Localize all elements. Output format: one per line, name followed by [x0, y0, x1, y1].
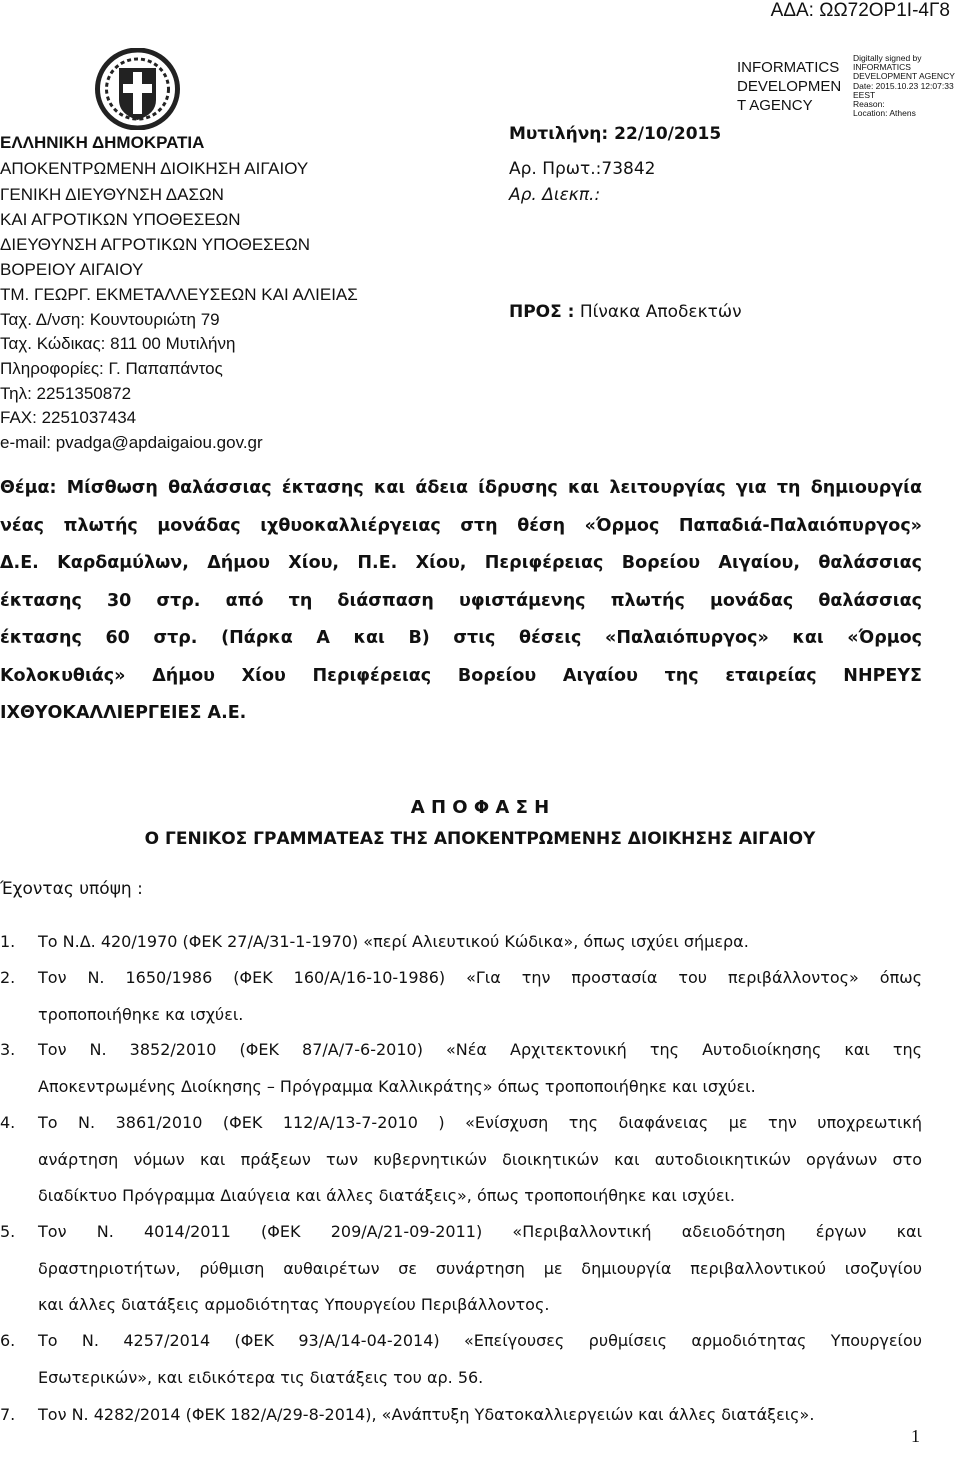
subject-line: Κολοκυθιάς» Δήμου Χίου Περιφέρειας Βορείου Αιγαίου της εταιρείας ΝΗΡΕΥΣ — [0, 665, 922, 686]
signature-big-line: DEVELOPMEN — [737, 78, 842, 95]
subject-line: Θέμα: Μίσθωση θαλάσσιας έκτασης και άδεια ίδρυσης και λειτουργίας για τη δημιουργία — [0, 478, 922, 498]
list-item-line: και άλλες διατάξεις αρμοδιότητας Υπουργείου Περιβάλλοντος. — [38, 1295, 550, 1314]
header-line: ΒΟΡΕΙΟΥ ΑΙΓΑΙΟΥ — [0, 260, 144, 279]
signature-detail-line: INFORMATICS — [853, 62, 911, 73]
diekp-number: Αρ. Διεκπ.: — [509, 185, 601, 205]
header-line: FAX: 2251037434 — [0, 408, 137, 427]
header-line: ΔΙΕΥΘΥΝΣΗ ΑΓΡΟΤΙΚΩΝ ΥΠΟΘΕΣΕΩΝ — [0, 235, 311, 254]
list-item-number: 6. — [0, 1331, 16, 1350]
greek-emblem-icon — [95, 48, 180, 130]
signature-big-line: INFORMATICS — [737, 59, 840, 76]
header-line: e-mail: pvadga@apdaigaiou.gov.gr — [0, 433, 263, 452]
list-item — [0, 1397, 922, 1434]
list-item-text — [38, 1397, 922, 1434]
list-item — [0, 1323, 922, 1396]
list-item-line: Αποκεντρωμένης Διοίκησης – Πρόγραμμα Καλλικράτης» όπως τροποποιήθηκε και ισχύει. — [38, 1076, 756, 1096]
list-item-text — [38, 924, 922, 961]
list-item-line: Τον Ν. 4282/2014 (ΦΕΚ 182/Α/29-8-2014), «Ανάπτυξη Υδατοκαλλιεργειών και άλλες διατάξεις». — [38, 1405, 815, 1424]
list-item-line: Τον Ν. 1650/1986 (ΦΕΚ 160/Α/16-10-1986) «Για την προστασία του περιβάλλοντος» όπως — [38, 968, 922, 987]
list-item-number: 3. — [0, 1040, 16, 1059]
header-line: Πληροφορίες: Γ. Παπαπάντος — [0, 359, 223, 378]
list-item-line: Το Ν. 3861/2010 (ΦΕΚ 112/Α/13-7-2010 ) «Ενίσχυση της διαφάνειας με την υποχρεωτική — [38, 1113, 922, 1132]
subject-block — [0, 470, 922, 733]
list-item-text — [38, 1032, 922, 1105]
header-line: ΕΛΛΗΝΙΚΗ ΔΗΜΟΚΡΑΤΙΑ — [0, 133, 205, 152]
list-item-number: 4. — [0, 1113, 16, 1132]
header-line: ΓΕΝΙΚΗ ΔΙΕΥΘΥΝΣΗ ΔΑΣΩΝ — [0, 185, 224, 204]
list-item-number: 2. — [0, 968, 16, 987]
list-item-line: τροποποιήθηκε κα ισχύει. — [38, 1004, 244, 1024]
list-item-line: Εσωτερικών», και ειδικότερα τις διατάξεις του αρ. 56. — [38, 1367, 484, 1387]
list-item-text — [38, 1323, 922, 1396]
list-item-line: Το Ν.Δ. 420/1970 (ΦΕΚ 27/Α/31-1-1970) «περί Αλιευτικού Κώδικα», όπως ισχύει σήμερα. — [38, 932, 749, 951]
header-line: ΚΑΙ ΑΓΡΟΤΙΚΩΝ ΥΠΟΘΕΣΕΩΝ — [0, 210, 241, 229]
header-line: Ταχ. Δ/νση: Κουντουριώτη 79 — [0, 310, 220, 329]
subject-line: έκτασης 60 στρ. (Πάρκα Α και Β) στις θέσεις «Παλαιόπυργος» και «Όρμος — [0, 628, 922, 648]
list-item-text — [38, 960, 922, 1033]
header-line: ΤΜ. ΓΕΩΡΓ. ΕΚΜΕΤΑΛΛΕΥΣΕΩΝ ΚΑΙ ΑΛΙΕΙΑΣ — [0, 285, 358, 304]
signature-detail-line: Location: Athens — [853, 108, 916, 119]
list-item-number: 1. — [0, 932, 16, 951]
list-item-line: διαδίκτυο Πρόγραμμα Διαύγεια και άλλες διατάξεις», όπως τροποποιήθηκε και ισχύει. — [38, 1186, 736, 1205]
page-number: 1 — [911, 1426, 920, 1446]
header-line: ΑΠΟΚΕΝΤΡΩΜΕΝΗ ΔΙΟΙΚΗΣΗ ΑΙΓΑΙΟΥ — [0, 159, 309, 178]
list-item-line: ανάρτηση νόμων και πράξεων των κυβερνητικών διοικητικών και αυτοδιοικητικών οργάνων στο — [38, 1149, 922, 1169]
signature-big-line: T AGENCY — [737, 97, 813, 114]
ada-code: ΑΔΑ: ΩΩ72ΟΡ1Ι-4Γ8 — [770, 0, 950, 21]
list-item-line: Το Ν. 4257/2014 (ΦΕΚ 93/Α/14-04-2014) «Επείγουσες ρυθμίσεις αρμοδιότητας Υπουργείου — [38, 1331, 922, 1350]
list-item — [0, 924, 922, 961]
decision-authority: Ο ΓΕΝΙΚΟΣ ΓΡΑΜΜΑΤΕΑΣ ΤΗΣ ΑΠΟΚΕΝΤΡΩΜΕΝΗΣ ΔΙΟΙΚΗΣΗΣ ΑΙΓΑΙΟΥ — [144, 829, 816, 849]
document-date: Μυτιλήνη: 22/10/2015 — [509, 124, 722, 144]
list-item-line: Τον Ν. 4014/2011 (ΦΕΚ 209/Α/21-09-2011) «Περιβαλλοντική αδειοδότηση έργων και — [38, 1222, 922, 1241]
subject-line: Δ.Ε. Καρδαμύλων, Δήμου Χίου, Π.Ε. Χίου, Περιφέρειας Βορείου Αιγαίου, θαλάσσιας — [0, 553, 922, 573]
list-item-text — [38, 1214, 922, 1324]
list-item — [0, 1105, 922, 1215]
recipient-line — [509, 302, 742, 322]
subject-line: ΙΧΘΥΟΚΑΛΛΙΕΡΓΕΙΕΣ Α.Ε. — [0, 703, 247, 723]
signature-detail-line: Digitally signed by — [853, 53, 922, 63]
list-item — [0, 1032, 922, 1105]
signature-stamp-large — [737, 58, 841, 115]
list-item-line: Τον Ν. 3852/2010 (ΦΕΚ 87/Α/7-6-2010) «Νέα Αρχιτεκτονική της Αυτοδιοίκησης και της — [38, 1040, 922, 1059]
list-item-number: 7. — [0, 1405, 16, 1424]
signature-stamp-details — [853, 54, 955, 118]
signature-detail-line: Date: 2015.10.23 12:07:33 — [853, 80, 954, 91]
list-item-line: δραστηριοτήτων, ρύθμιση αυθαιρέτων σε συνάρτηση με δημιουργία περιβαλλοντικού ισοζυγίου — [38, 1258, 922, 1278]
list-item — [0, 1214, 922, 1324]
list-item — [0, 960, 922, 1033]
signature-detail-line: DEVELOPMENT AGENCY — [853, 71, 955, 82]
list-item-text — [38, 1105, 922, 1215]
list-item-number: 5. — [0, 1222, 16, 1241]
signature-detail-line: Reason: — [853, 99, 885, 110]
subject-line: νέας πλωτής μονάδας ιχθυοκαλλιέργειας στη θέση «Όρμος Παπαδιά-Παλαιόπυργος» — [0, 515, 922, 536]
protocol-number: Αρ. Πρωτ.:73842 — [509, 159, 656, 179]
subject-line: έκτασης 30 στρ. από τη διάσπαση υφιστάμενης πλωτής μονάδας θαλάσσιας — [0, 590, 922, 611]
decision-title: Α Π Ο Φ Α Σ Η — [410, 797, 550, 818]
considering-label: Έχοντας υπόψη : — [0, 879, 143, 899]
header-line: Τηλ: 2251350872 — [0, 384, 132, 403]
recipient-label: ΠΡΟΣ : — [509, 302, 575, 322]
signature-detail-line: EEST — [853, 89, 876, 100]
recipient-value: Πίνακα Αποδεκτών — [579, 302, 742, 322]
header-line: Ταχ. Κώδικας: 811 00 Μυτιλήνη — [0, 334, 236, 353]
